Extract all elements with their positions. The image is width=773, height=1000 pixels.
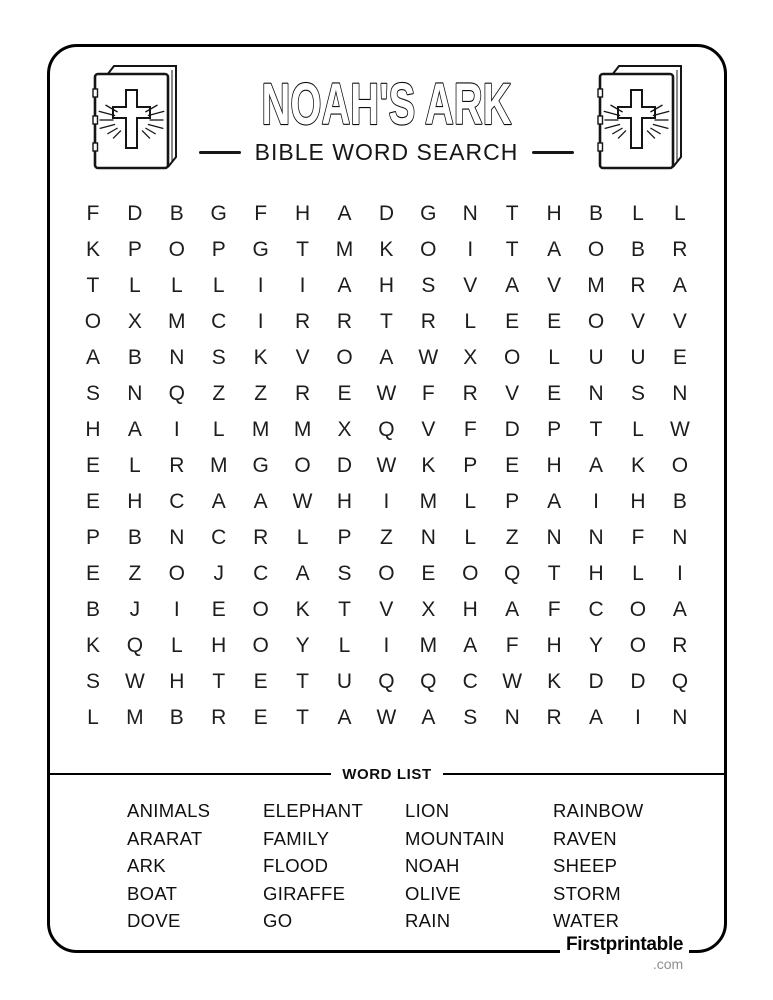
grid-letter: E (211, 598, 226, 621)
grid-letter: X (463, 346, 478, 369)
grid-letter: L (212, 274, 225, 297)
grid-letter: R (336, 310, 353, 333)
grid-letter: T (505, 238, 519, 261)
grid-letter: L (464, 310, 477, 333)
grid-letter: J (129, 598, 141, 621)
grid-letter: L (632, 202, 644, 225)
grid-letter: M (126, 706, 144, 729)
word-list (127, 797, 703, 935)
word-list-column (405, 797, 553, 935)
grid-letter: I (173, 418, 180, 441)
grid-letter: O (84, 310, 102, 333)
grid-letter: L (464, 490, 477, 513)
grid-letter: O (252, 598, 269, 621)
grid-letter: W (376, 454, 397, 477)
letter-grid (72, 196, 701, 736)
grid-letter: O (504, 346, 521, 369)
grid-letter: I (676, 562, 683, 585)
grid-letter: I (467, 238, 474, 261)
grid-letter: H (169, 670, 185, 693)
brand-name: Firstprintable (566, 934, 684, 955)
word-list-item: STORM (553, 882, 621, 904)
grid-letter: X (127, 310, 142, 333)
grid-letter: K (421, 454, 436, 477)
grid-letter: N (169, 346, 185, 369)
grid-letter: D (127, 202, 143, 225)
grid-letter: P (85, 526, 100, 549)
grid-letter: X (421, 598, 436, 621)
grid-letter: E (505, 454, 520, 477)
grid-letter: R (546, 706, 562, 729)
grid-letter: R (630, 274, 646, 297)
grid-letter: P (505, 490, 520, 513)
word-list-item: NOAH (405, 855, 460, 877)
grid-letter: H (336, 490, 353, 513)
grid-letter: E (547, 382, 562, 405)
grid-letter: F (505, 634, 519, 657)
word-list-item: LION (405, 800, 450, 821)
grid-letter: R (420, 310, 436, 333)
grid-letter: Q (671, 670, 689, 693)
word-list-item: ANIMALS (127, 800, 211, 821)
grid-letter: L (632, 418, 644, 441)
grid-letter: Q (420, 670, 437, 693)
grid-letter: P (547, 418, 562, 441)
word-list-item: RAIN (405, 910, 451, 932)
grid-letter: D (504, 418, 520, 441)
grid-letter: V (505, 382, 520, 405)
grid-letter: T (212, 670, 226, 693)
grid-letter: B (589, 202, 604, 225)
word-list-item: RAVEN (553, 827, 617, 849)
grid-letter: A (379, 346, 394, 369)
word-list-item: SHEEP (553, 855, 618, 877)
grid-letter: W (124, 670, 145, 693)
grid-letter: Q (378, 670, 395, 693)
grid-letter: O (168, 238, 185, 261)
word-list-item: ARK (127, 855, 166, 877)
grid-letter: V (630, 310, 645, 333)
grid-letter: T (296, 706, 309, 729)
grid-letter: C (211, 526, 227, 549)
grid-letter: B (85, 598, 100, 621)
grid-letter: K (295, 598, 310, 621)
word-list-item: FLOOD (263, 855, 329, 877)
word-list-separator (47, 763, 727, 785)
grid-letter: V (463, 274, 478, 297)
word-list-item: ARARAT (127, 827, 203, 849)
grid-letter: M (419, 634, 438, 657)
grid-letter: L (548, 346, 560, 369)
grid-letter: K (85, 634, 100, 657)
grid-letter: A (211, 490, 226, 513)
grid-letter: B (127, 346, 142, 369)
grid-letter: L (464, 526, 477, 549)
grid-letter: E (505, 310, 520, 333)
grid-letter: D (378, 202, 394, 225)
grid-letter: N (420, 526, 436, 549)
grid-letter: T (589, 418, 603, 441)
grid-letter: Z (128, 562, 142, 585)
grid-letter: E (253, 670, 268, 693)
grid-letter: H (85, 418, 101, 441)
grid-letter: Z (254, 382, 268, 405)
grid-letter: E (85, 562, 100, 585)
grid-letter: B (169, 706, 184, 729)
grid-letter: C (462, 670, 478, 693)
grid-letter: I (383, 490, 390, 513)
grid-letter: T (338, 598, 351, 621)
grid-letter: W (502, 670, 523, 693)
grid-letter: A (85, 346, 100, 369)
grid-letter: K (253, 346, 268, 369)
word-list-item: FAMILY (263, 827, 330, 849)
grid-letter: B (672, 490, 687, 513)
grid-letter: L (87, 706, 99, 729)
grid-letter: S (421, 274, 436, 297)
grid-letter: U (630, 346, 646, 369)
subtitle-text: BIBLE WORD SEARCH (254, 138, 519, 165)
grid-letter: A (337, 274, 352, 297)
grid-letter: L (338, 634, 351, 657)
brand-domain-suffix: .com (652, 956, 684, 972)
grid-letter: F (463, 418, 477, 441)
grid-letter: A (589, 454, 604, 477)
grid-letter: O (252, 634, 269, 657)
grid-letter: A (295, 562, 310, 585)
grid-letter: A (421, 706, 436, 729)
word-list-item: GIRAFFE (263, 882, 346, 904)
grid-letter: R (169, 454, 185, 477)
grid-letter: H (294, 202, 311, 225)
title-text: NOAH'S ARK (261, 72, 512, 136)
grid-letter: H (378, 274, 394, 297)
word-list-item: RAINBOW (553, 800, 644, 821)
grid-letter: C (211, 310, 227, 333)
grid-letter: M (335, 238, 354, 261)
grid-letter: B (169, 202, 184, 225)
grid-letter: Y (589, 634, 604, 657)
grid-letter: Q (504, 562, 521, 585)
word-list-column (127, 797, 263, 935)
grid-letter: A (547, 490, 562, 513)
grid-letter: W (376, 706, 397, 729)
brand-footer (560, 933, 689, 972)
grid-letter: O (168, 562, 185, 585)
grid-letter: L (632, 562, 644, 585)
grid-letter: I (383, 634, 390, 657)
grid-letter: W (418, 346, 439, 369)
grid-letter: M (168, 310, 186, 333)
grid-letter: U (336, 670, 353, 693)
grid-letter: F (86, 202, 100, 225)
grid-letter: N (672, 382, 688, 405)
word-list-item: DOVE (127, 910, 181, 932)
grid-letter: Q (378, 418, 395, 441)
grid-letter: Z (380, 526, 393, 549)
grid-letter: L (129, 454, 141, 477)
grid-letter: D (336, 454, 353, 477)
grid-letter: E (253, 706, 268, 729)
grid-letter: S (85, 670, 100, 693)
grid-letter: H (546, 634, 562, 657)
grid-letter: O (462, 562, 479, 585)
separator-line-left (47, 773, 331, 776)
grid-letter: A (672, 274, 687, 297)
grid-letter: R (294, 310, 311, 333)
grid-letter: R (672, 238, 688, 261)
grid-letter: N (462, 202, 478, 225)
word-list-label: WORD LIST (342, 765, 432, 783)
grid-letter: E (85, 454, 100, 477)
subtitle-dash-left (199, 151, 241, 154)
grid-letter: A (127, 418, 142, 441)
grid-letter: E (85, 490, 100, 513)
grid-letter: A (505, 598, 520, 621)
grid-letter: F (631, 526, 645, 549)
word-list-column (263, 797, 405, 935)
grid-letter: A (337, 202, 352, 225)
grid-letter: I (257, 274, 264, 297)
grid-letter: G (420, 202, 437, 225)
grid-letter: S (211, 346, 226, 369)
grid-letter: A (337, 706, 352, 729)
grid-letter: E (421, 562, 436, 585)
word-list-item: BOAT (127, 882, 178, 904)
grid-letter: P (337, 526, 352, 549)
grid-letter: H (127, 490, 143, 513)
grid-letter: A (547, 238, 562, 261)
grid-letter: N (169, 526, 185, 549)
grid-letter: A (505, 274, 520, 297)
grid-letter: O (629, 634, 647, 657)
word-list-column (553, 797, 703, 935)
grid-letter: O (378, 562, 395, 585)
grid-letter: Q (126, 634, 144, 657)
grid-letter: M (587, 274, 605, 297)
grid-letter: F (547, 598, 561, 621)
grid-letter: K (85, 238, 100, 261)
grid-letter: I (593, 490, 599, 513)
word-list-item: GO (263, 910, 293, 932)
grid-letter: K (379, 238, 394, 261)
grid-letter: P (211, 238, 226, 261)
grid-letter: T (380, 310, 393, 333)
grid-letter: J (213, 562, 224, 585)
grid-letter: L (296, 526, 309, 549)
grid-letter: K (630, 454, 645, 477)
grid-letter: F (421, 382, 435, 405)
grid-letter: N (588, 382, 604, 405)
grid-letter: D (588, 670, 604, 693)
grid-letter: I (299, 274, 306, 297)
grid-letter: N (588, 526, 604, 549)
grid-letter: V (547, 274, 562, 297)
grid-letter: A (253, 490, 268, 513)
word-list-item: MOUNTAIN (405, 827, 505, 849)
grid-letter: B (127, 526, 142, 549)
grid-letter: G (210, 202, 227, 225)
grid-letter: N (672, 526, 688, 549)
separator-line-right (443, 773, 727, 776)
grid-letter: T (505, 202, 519, 225)
grid-letter: O (587, 310, 605, 333)
grid-letter: E (547, 310, 562, 333)
grid-letter: G (252, 454, 269, 477)
grid-letter: O (671, 454, 689, 477)
grid-letter: P (127, 238, 142, 261)
grid-letter: A (672, 598, 687, 621)
page-title (0, 72, 773, 136)
grid-letter: O (336, 346, 353, 369)
grid-letter: R (294, 382, 311, 405)
grid-letter: I (635, 706, 641, 729)
grid-letter: G (252, 238, 269, 261)
grid-letter: F (254, 202, 268, 225)
grid-letter: M (209, 454, 228, 477)
grid-letter: K (547, 670, 562, 693)
grid-letter: S (337, 562, 352, 585)
grid-letter: H (462, 598, 478, 621)
grid-letter: C (169, 490, 185, 513)
grid-letter: I (257, 310, 264, 333)
grid-letter: T (296, 670, 309, 693)
grid-letter: U (588, 346, 604, 369)
grid-letter: M (419, 490, 438, 513)
grid-letter: S (463, 706, 478, 729)
grid-letter: Z (505, 526, 519, 549)
grid-letter: N (127, 382, 143, 405)
grid-letter: V (379, 598, 394, 621)
word-list-item: WATER (553, 910, 620, 932)
grid-letter: L (170, 274, 183, 297)
grid-letter: H (211, 634, 227, 657)
word-list-item: OLIVE (405, 882, 461, 904)
grid-letter: M (251, 418, 270, 441)
grid-letter: T (296, 238, 309, 261)
grid-letter: S (630, 382, 645, 405)
grid-letter: H (546, 454, 562, 477)
grid-letter: V (672, 310, 687, 333)
grid-letter: R (672, 634, 688, 657)
subtitle-dash-right (532, 151, 574, 154)
grid-letter: P (463, 454, 478, 477)
grid-letter: R (253, 526, 269, 549)
grid-letter: C (588, 598, 604, 621)
grid-letter: B (630, 238, 645, 261)
grid-letter: N (672, 706, 688, 729)
grid-letter: O (294, 454, 311, 477)
grid-letter: C (253, 562, 269, 585)
grid-letter: T (547, 562, 561, 585)
grid-letter: O (587, 238, 605, 261)
grid-letter: A (463, 634, 478, 657)
grid-letter: M (293, 418, 312, 441)
grid-letter: O (420, 238, 437, 261)
grid-letter: O (629, 598, 647, 621)
grid-letter: L (129, 274, 141, 297)
grid-letter: W (292, 490, 313, 513)
grid-letter: V (295, 346, 310, 369)
grid-letter: Z (212, 382, 226, 405)
word-list-item: ELEPHANT (263, 800, 364, 821)
grid-letter: V (421, 418, 436, 441)
grid-letter: L (674, 202, 686, 225)
grid-letter: L (170, 634, 183, 657)
grid-letter: Q (168, 382, 185, 405)
grid-letter: H (630, 490, 646, 513)
grid-letter: D (630, 670, 646, 693)
grid-letter: Y (295, 634, 310, 657)
grid-letter: R (462, 382, 478, 405)
grid-letter: W (376, 382, 397, 405)
grid-letter: H (546, 202, 562, 225)
grid-letter: W (669, 418, 690, 441)
grid-letter: S (85, 382, 100, 405)
grid-letter: I (173, 598, 180, 621)
grid-letter: H (588, 562, 604, 585)
grid-letter: E (337, 382, 352, 405)
grid-letter: E (672, 346, 687, 369)
grid-letter: T (86, 274, 100, 297)
grid-letter: N (546, 526, 562, 549)
grid-letter: X (337, 418, 352, 441)
grid-letter: R (211, 706, 227, 729)
subtitle (0, 138, 773, 166)
grid-letter: A (589, 706, 604, 729)
grid-letter: N (504, 706, 520, 729)
grid-letter: L (212, 418, 225, 441)
